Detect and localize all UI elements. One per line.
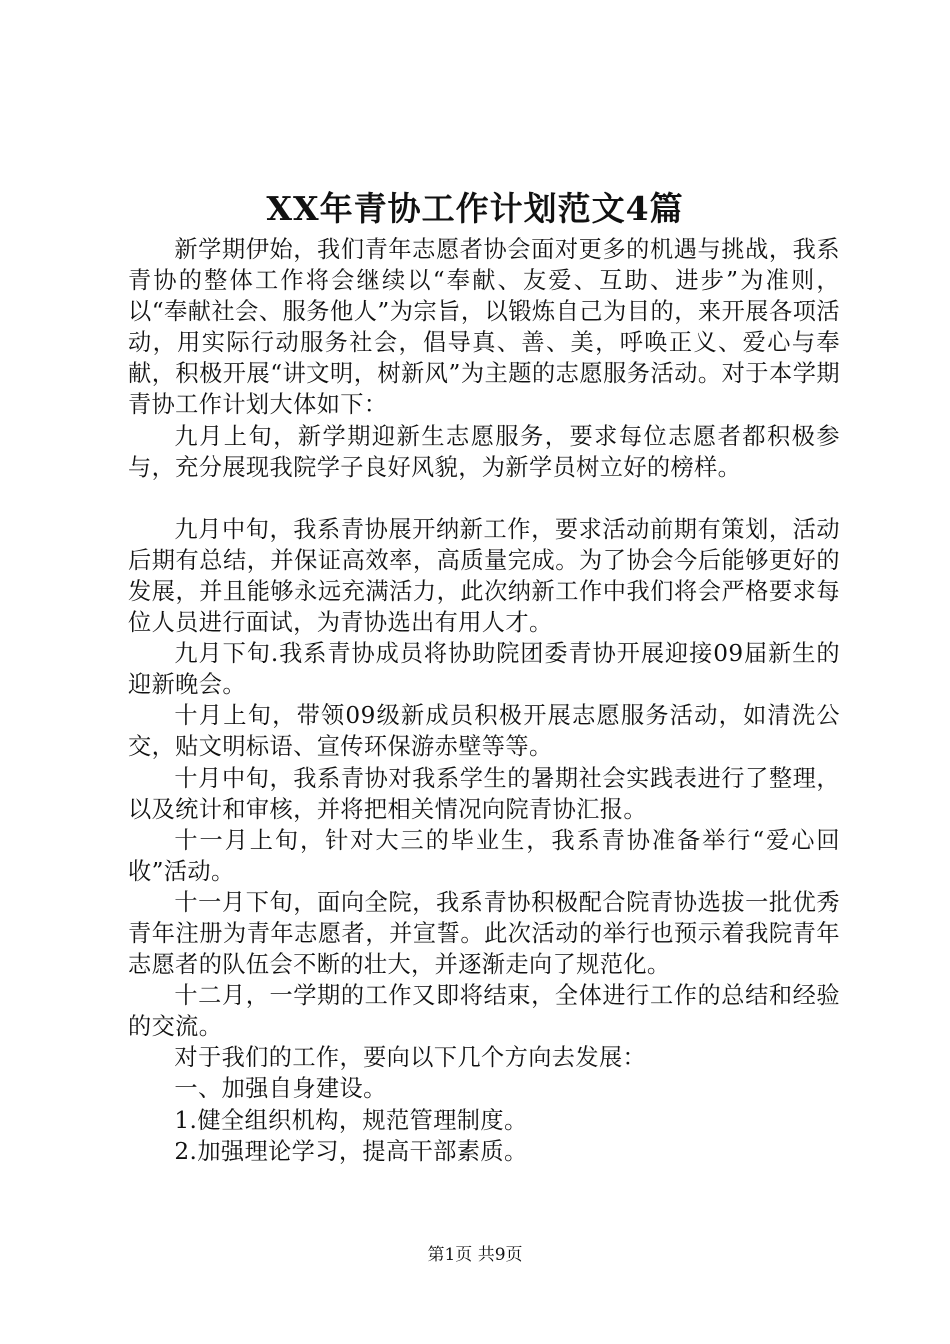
document-body <box>128 234 840 1167</box>
paragraph: 十二月，一学期的工作又即将结束，全体进行工作的总结和经验的交流。 <box>128 982 840 1041</box>
paragraph: 2.加强理论学习，提高干部素质。 <box>174 1137 528 1165</box>
paragraph: 十一月上旬，针对大三的毕业生，我系青协准备举行“爱心回收”活动。 <box>128 826 840 885</box>
paragraph: 九月中旬，我系青协展开纳新工作，要求活动前期有策划，活动后期有总结，并保证高效率，高质量完成。为了协会今后能够更好的发展，并且能够永远充满活力，此次纳新工作中我们将会严格要求每位人员进行面试，为青协选出有用人才。 <box>128 515 840 637</box>
paragraph: 九月上旬，新学期迎新生志愿服务，要求每位志愿者都积极参与，充分展现我院学子良好风貌，为新学员树立好的榜样。 <box>128 422 840 481</box>
paragraph: 对于我们的工作，要向以下几个方向去发展： <box>174 1044 647 1072</box>
paragraph: 一、加强自身建设。 <box>174 1075 387 1103</box>
paragraph: 新学期伊始，我们青年志愿者协会面对更多的机遇与挑战，我系青协的整体工作将会继续以“奉献、友爱、互助、进步”为准则，以“奉献社会、服务他人”为宗旨，以锻炼自己为目的，来开展各项活动，用实际行动服务社会，倡导真、善、美，呼唤正义、爱心与奉献，积极开展“讲文明，树新风”为主题的志愿服务活动。对于本学期青协工作计划大体如下： <box>128 236 840 419</box>
paragraph: 十一月下旬，面向全院，我系青协积极配合院青协选拔一批优秀青年注册为青年志愿者，并宣誓。此次活动的举行也预示着我院青年志愿者的队伍会不断的壮大，并逐渐走向了规范化。 <box>128 888 840 979</box>
paragraph: 九月下旬.我系青协成员将协助院团委青协开展迎接09届新生的迎新晚会。 <box>128 640 840 699</box>
document-title: XX年青协工作计划范文4篇 <box>266 189 684 228</box>
paragraph: 1.健全组织机构，规范管理制度。 <box>174 1106 528 1134</box>
paragraph: 十月上旬，带领09级新成员积极开展志愿服务活动，如清洗公交，贴文明标语、宣传环保游赤壁等等。 <box>128 702 840 761</box>
page-number-footer: 第1页 共9页 <box>427 1245 523 1265</box>
paragraph: 十月中旬，我系青协对我系学生的暑期社会实践表进行了整理，以及统计和审核，并将把相关情况向院青协汇报。 <box>128 764 840 823</box>
